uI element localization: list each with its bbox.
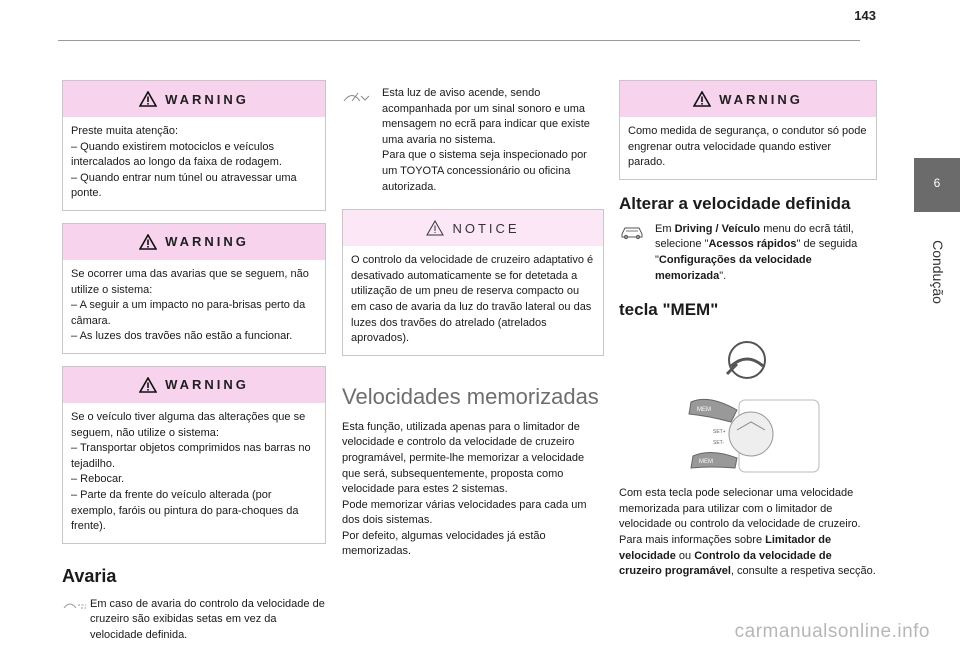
set-minus-label: SET- [713,440,725,447]
warning-text: Preste muita atenção: – Quando existirem motociclos e veículos intercalados ao longo da faixa de rodagem. – Quando entrar num túnel ou atravessar uma ponte. [71,125,297,200]
page-number: 143 [854,8,876,23]
warning-title: WARNING [719,91,803,107]
warning-header [620,81,876,117]
chapter-tab[interactable]: 6 [914,158,960,212]
car-menu-icon [619,224,645,240]
cruise-control-arrows-icon [62,599,88,611]
warning-box [62,80,326,211]
warning-header [63,224,325,260]
warning-title: WARNING [165,91,249,107]
set-plus-label: SET+ [713,429,726,436]
velocidades-text: Esta função, utilizada apenas para o limitador de velocidade e controlo da velocidade de cruzeiro programável, permite-lhe memorizar a velocidade que será, subsequentemente, proposta como velocidade para estes 2 sistemas. Pode memorizar várias velocidades para cada um dos dois sistemas. Por defeito, algumas velocidades já estão memorizadas. [342,420,587,558]
mem-key-illustration [619,330,877,480]
mem-button-bottom [691,453,737,469]
warning-text: Se o veículo tiver alguma das alterações que se seguem, não utilize o sistema: – Transportar objetos comprimidos nas barras no tejadilho. – Rebocar. – Parte da frente do veículo alterada (por exemplo, faróis ou pintura do para-choques da frente). [71,410,311,533]
column-right [619,80,877,580]
warning-triangle-icon [693,91,711,107]
mem-label-bottom: MEM [699,459,713,466]
cruise-control-warning-icon [342,88,370,104]
mem-description: Com esta tecla pode selecionar uma velocidade memorizada para utilizar com o limitador de velocidade ou controlo da velocidade de cruzeiro. Para mais informações sobre Limitador de velocidade ou Controlo da velocidade de cruzeiro programável, consulte a respetiva secção. [619,487,876,578]
intro-text: Esta luz de aviso acende, sendo acompanhada por um sinal sonoro e uma mensagem no ecrã para indicar que existe uma avaria no sistema. Para que o sistema seja inspecionado por um TOYOTA concessionário ou oficina autorizada. [382,87,590,193]
notice-header [343,210,603,246]
steering-wheel-controls-diagram [619,330,877,480]
mem-label-top: MEM [697,407,711,414]
column-middle [342,86,604,560]
warning-box [62,366,326,544]
notice-triangle-icon [426,220,444,236]
section-heading-avaria: Avaria [62,565,117,586]
notice-title: NOTICE [452,220,520,236]
warning-text: Como medida de segurança, o condutor só pode engrenar outra velocidade quando estiver parado. [628,125,867,169]
intro-paragraph [342,86,604,195]
warning-box [62,223,326,354]
avaria-paragraph [62,597,326,644]
warning-triangle-icon [139,91,157,107]
watermark: carmanualsonline.info [734,621,930,642]
alterar-text: Em Driving / Veículo menu do ecrã tátil, selecione "Acessos rápidos" de seguida "Configurações da velocidade memorizada". [655,222,858,282]
warning-title: WARNING [165,234,249,250]
section-heading-mem: tecla "MEM" [619,300,719,320]
warning-header [63,367,325,403]
column-left [62,80,326,643]
notice-text: O controlo da velocidade de cruzeiro adaptativo é desativado automaticamente se for detetada a utilização de um pneu de reserva compacto ou em caso de avaria da luz do travão lateral ou das luzes dos travões do atrelado (atrelados aprovados). [351,254,594,345]
warning-text: Se ocorrer uma das avarias que se seguem, não utilize o sistema: – A seguir a um impacto no para-brisas perto da câmara. – As luzes dos travões não estão a funcionar. [71,267,309,343]
warning-triangle-icon [139,377,157,393]
warning-triangle-icon [139,234,157,250]
avaria-text: Em caso de avaria do controlo da velocidade de cruzeiro são exibidas setas em vez da velocidade definida. [90,597,325,641]
warning-header [63,81,325,117]
alterar-paragraph [619,222,877,284]
warning-box [619,80,877,180]
steering-wheel-icon [727,342,765,378]
section-heading-alterar: Alterar a velocidade definida [619,193,851,213]
chapter-title: Condução [930,240,946,304]
section-heading-velocidades: Velocidades memorizadas [342,383,599,409]
notice-box [342,209,604,356]
top-divider [58,40,860,41]
warning-title: WARNING [165,377,249,393]
